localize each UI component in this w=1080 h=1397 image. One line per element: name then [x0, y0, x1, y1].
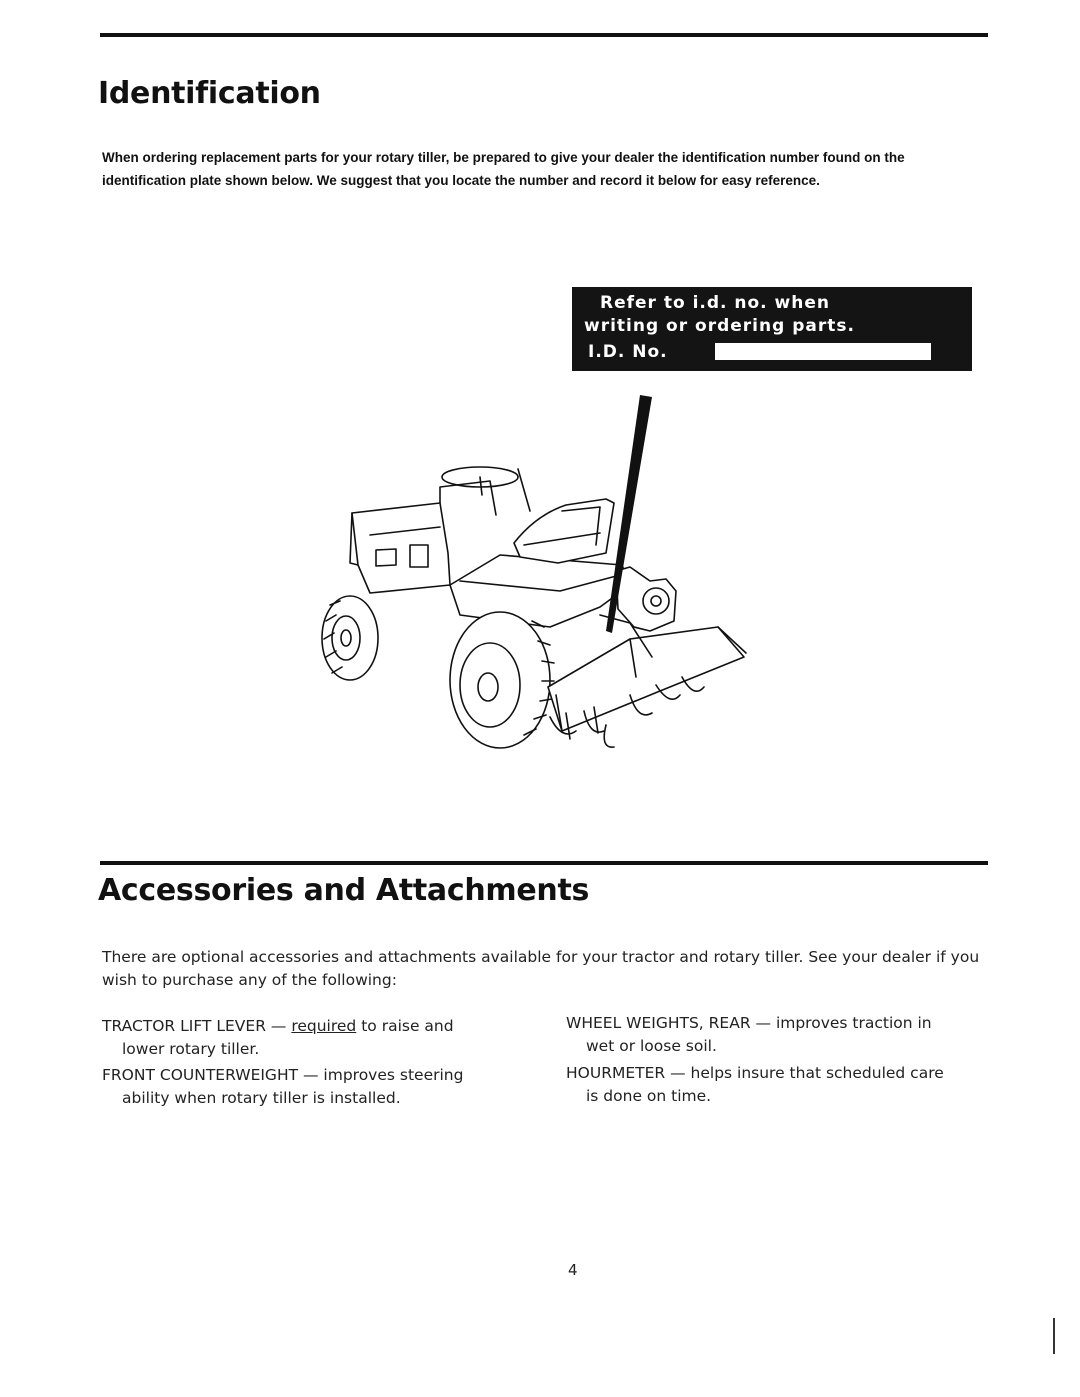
accessory-item-lift-lever: TRACTOR LIFT LEVER — required to raise and lower rotary tiller.	[102, 1017, 454, 1058]
id-plate	[572, 287, 972, 371]
accessories-heading: Accessories and Attachments	[98, 873, 590, 908]
page-number: 4	[568, 1261, 578, 1279]
margin-mark	[1053, 1318, 1055, 1354]
plate-id-label: I.D. No.	[588, 342, 668, 362]
accessory-item-hourmeter: HOURMETER — helps insure that scheduled care is done on time.	[566, 1064, 944, 1105]
section-rule	[100, 861, 988, 865]
identification-heading: Identification	[98, 76, 321, 111]
tractor-tiller-illustration	[300, 395, 770, 765]
plate-line-2: writing or ordering parts.	[584, 316, 855, 336]
accessory-item-wheel-weights: WHEEL WEIGHTS, REAR — improves traction in wet or loose soil.	[566, 1014, 932, 1055]
accessories-intro: There are optional accessories and attachments available for your tractor and rotary tiller. See your dealer if you wish to purchase any of the following:	[102, 948, 980, 989]
identification-intro: When ordering replacement parts for your rotary tiller, be prepared to give your dealer the identification number found on the identification plate shown below. We suggest that you locate the number and record it below for easy reference.	[102, 150, 905, 188]
plate-line-1: Refer to i.d. no. when	[600, 293, 831, 313]
top-rule	[100, 33, 988, 37]
accessory-item-counterweight: FRONT COUNTERWEIGHT — improves steering ability when rotary tiller is installed.	[102, 1066, 464, 1107]
id-number-blank	[715, 343, 931, 360]
